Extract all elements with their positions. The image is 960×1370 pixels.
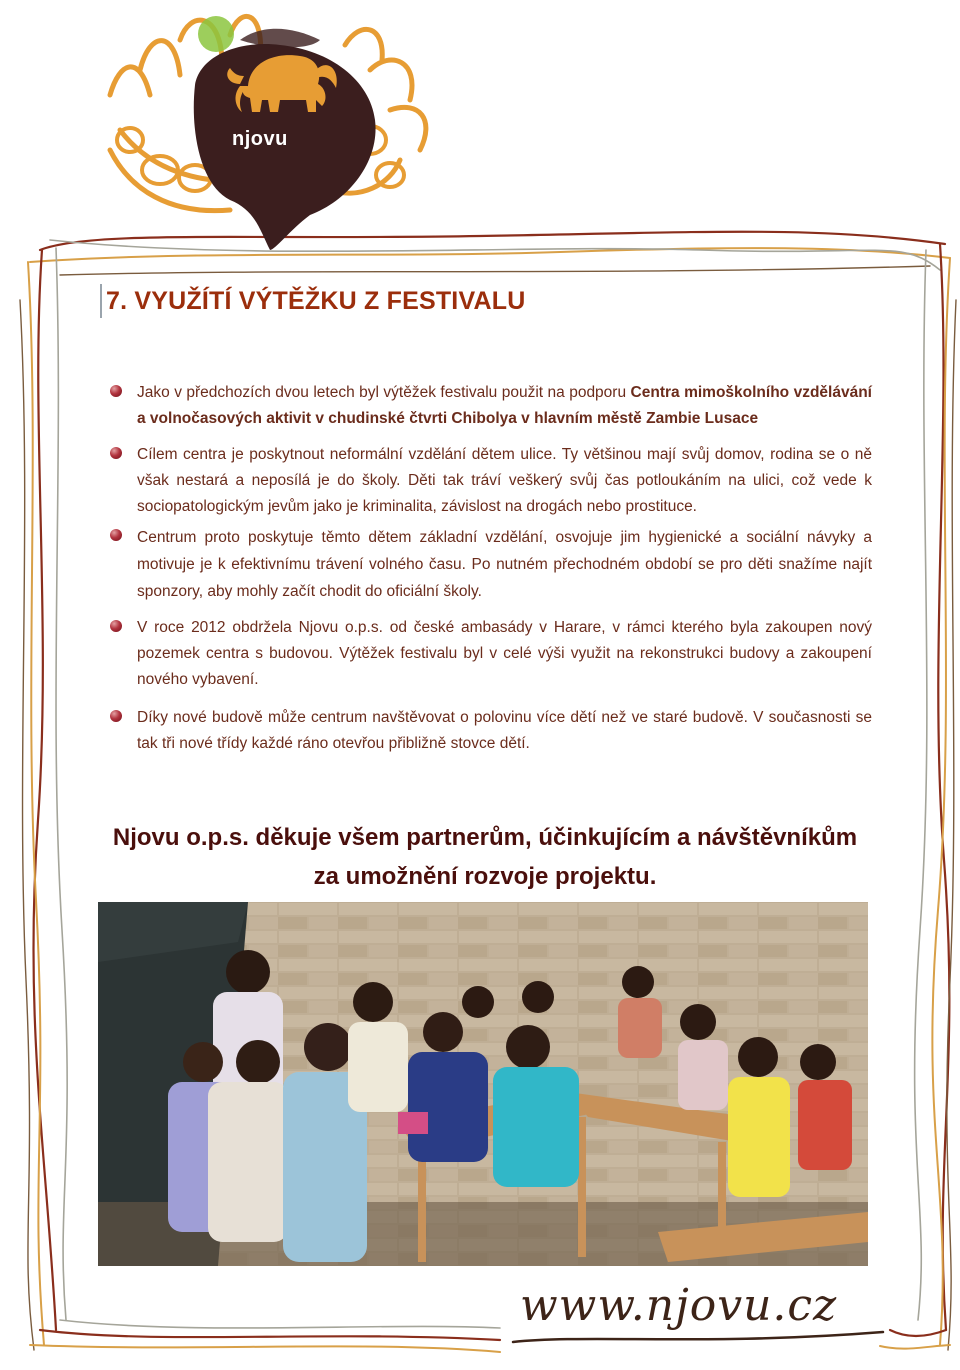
bullet-icon	[110, 620, 122, 632]
thanks-message	[100, 818, 870, 896]
logo-brand-text: njovu	[232, 128, 288, 150]
paragraph-1	[110, 380, 872, 432]
content-area	[110, 380, 872, 757]
paragraph-4	[110, 615, 872, 693]
paragraph-2-text: Cílem centra je poskytnout neformální vzdělání dětem ulice. Ty většinou mají svůj domov, rodina se o ně však nestará a neposílá je do školy. Děti tak tráví veškerý svůj čas potloukáním na ulici, což vede k sociopatologickým jevům jako je kriminalita, závislost na drogách nebo prostituce.	[137, 446, 872, 515]
paragraph-2	[110, 442, 872, 520]
paragraph-1-intro: Jako v předchozích dvou letech byl výtěžek festivalu použit na podporu	[137, 384, 631, 401]
bullet-icon	[110, 385, 122, 397]
thanks-line-2: za umožnění rozvoje projektu.	[313, 863, 657, 890]
footer-url: www.njovu.cz	[520, 1280, 838, 1331]
paragraph-3-text: Centrum proto poskytuje těmto dětem základní vzdělání, osvojuje jim hygienické a sociální návyky a motivuje je k efektivnímu trávení volného času. Po nutném přechodném období se pro děti snažíme najít sponzory, aby mohly začít chodit do oficiální školy.	[137, 529, 872, 600]
thanks-line-1: Njovu o.p.s. děkuje všem partnerům, účinkujícím a návštěvníkům	[112, 824, 858, 851]
bullet-icon	[110, 710, 122, 722]
classroom-children-photo	[98, 902, 868, 1266]
section-title: 7. VYUŽÍTÍ VÝTĚŽKU Z FESTIVALU	[100, 284, 525, 318]
paragraph-4-text: V roce 2012 obdržela Njovu o.p.s. od české ambasády v Harare, v rámci kterého byla zakoupen nový pozemek centra s budovou. Výtěžek festivalu byl v celé výši využit na rekonstrukci budovy a zakoupení nového vybavení.	[137, 619, 872, 688]
bullet-icon	[110, 529, 122, 541]
paragraph-1-highlight: Centra mimoškolního vzdělávání a volnočasových aktivit v chudinské čtvrti Chibolya v hlavním městě Zambie Lusace	[137, 384, 872, 427]
bullet-icon	[110, 447, 122, 459]
paragraph-3	[110, 524, 872, 605]
paragraph-5	[110, 705, 872, 757]
paragraph-5-text: Díky nové budově může centrum navštěvovat o polovinu více dětí než ve staré budově. V současnosti se tak tři nové třídy každé ráno otevřou přibližně stovce dětí.	[137, 709, 872, 752]
njovu-logo-icon	[90, 0, 450, 250]
